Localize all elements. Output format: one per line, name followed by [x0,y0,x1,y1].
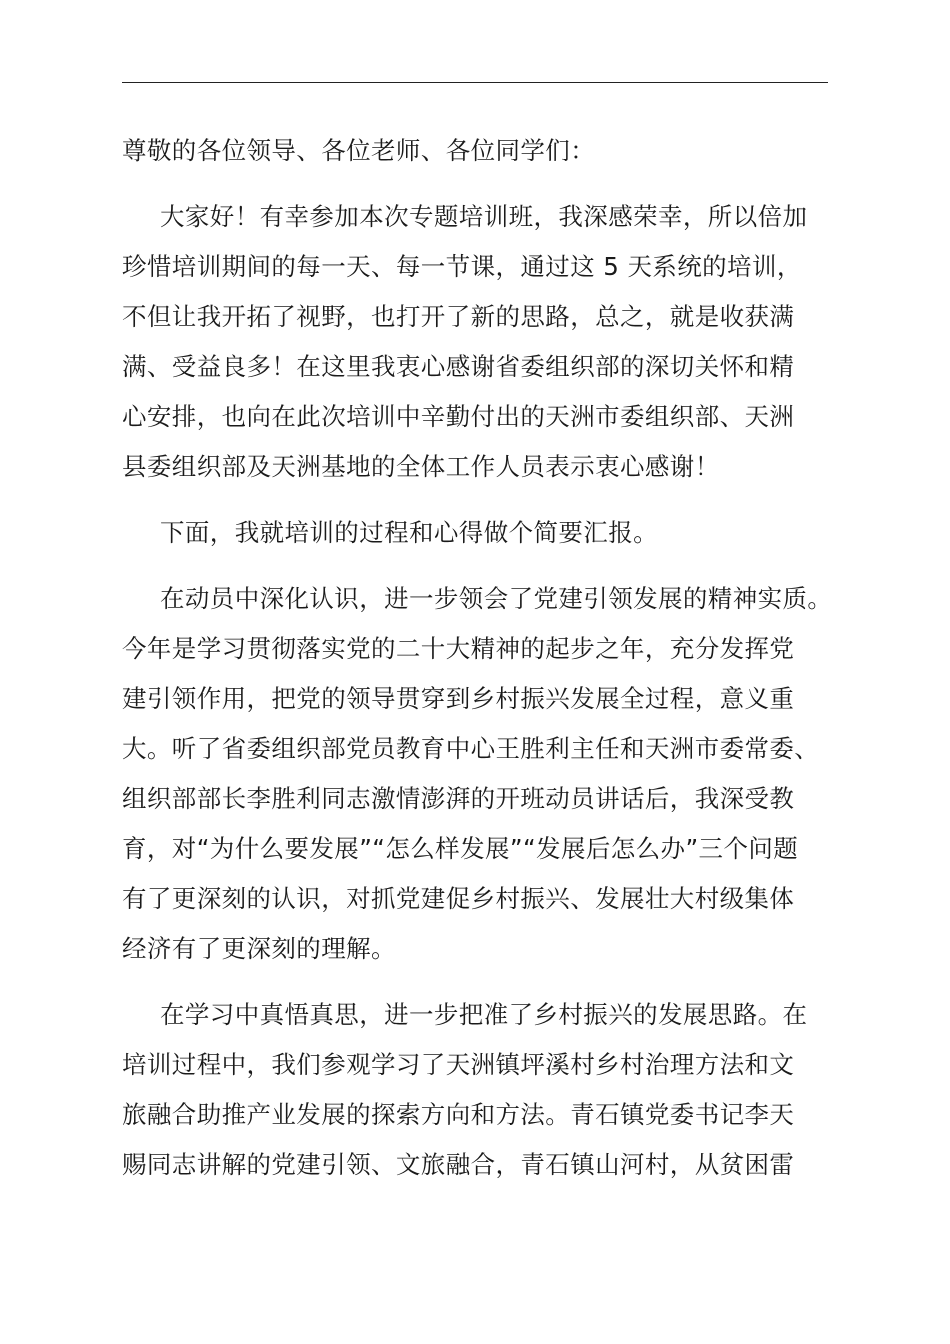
paragraph-line: 珍惜培训期间的每一天、每一节课，通过这 5 天系统的培训， [122,252,802,281]
paragraph-gap [122,974,842,990]
paragraph-line: 大。听了省委组织部党员教育中心王胜利主任和天洲市委常委、 [122,734,820,763]
paragraph-1 [122,192,842,492]
paragraph-line: 有了更深刻的认识，对抓党建促乡村振兴、发展壮大村级集体 [122,884,795,913]
paragraph-line: 建引领作用，把党的领导贯穿到乡村振兴发展全过程，意义重 [122,684,795,713]
header-rule [122,82,828,83]
paragraph-line: 今年是学习贯彻落实党的二十大精神的起步之年，充分发挥党 [122,634,795,663]
paragraph-line: 满、受益良多！在这里我衷心感谢省委组织部的深切关怀和精 [122,352,795,381]
paragraph-4 [122,990,842,1190]
paragraph-line: 旅融合助推产业发展的探索方向和方法。青石镇党委书记李天 [122,1100,795,1129]
paragraph-gap [122,176,842,192]
paragraph-line: 下面，我就培训的过程和心得做个简要汇报。 [160,518,658,547]
paragraph-3 [122,574,842,974]
paragraph-line: 心安排，也向在此次培训中辛勤付出的天洲市委组织部、天洲 [122,402,795,431]
paragraph-line: 不但让我开拓了视野，也打开了新的思路，总之，就是收获满 [122,302,795,331]
paragraph-line: 组织部部长李胜利同志激情澎湃的开班动员讲话后，我深受教 [122,784,795,813]
paragraph-line: 大家好！有幸参加本次专题培训班，我深感荣幸，所以倍加 [160,202,808,231]
paragraph-line: 县委组织部及天洲基地的全体工作人员表示衷心感谢！ [122,452,720,481]
paragraph-line: 育，对“为什么要发展”“怎么样发展”“发展后怎么办”三个问题 [122,834,799,863]
paragraph-gap [122,492,842,508]
paragraph-line: 培训过程中，我们参观学习了天洲镇坪溪村乡村治理方法和文 [122,1050,795,1079]
paragraph-gap [122,558,842,574]
document-body [122,126,842,1190]
paragraph-line: 经济有了更深刻的理解。 [122,934,396,963]
paragraph-line: 赐同志讲解的党建引领、文旅融合，青石镇山河村，从贫困雷 [122,1150,795,1179]
salutation: 尊敬的各位领导、各位老师、各位同学们： [122,136,596,165]
paragraph-line: 在动员中深化认识，进一步领会了党建引领发展的精神实质。 [160,584,833,613]
paragraph-2 [122,508,842,558]
paragraph-line: 在学习中真悟真思，进一步把准了乡村振兴的发展思路。在 [160,1000,808,1029]
